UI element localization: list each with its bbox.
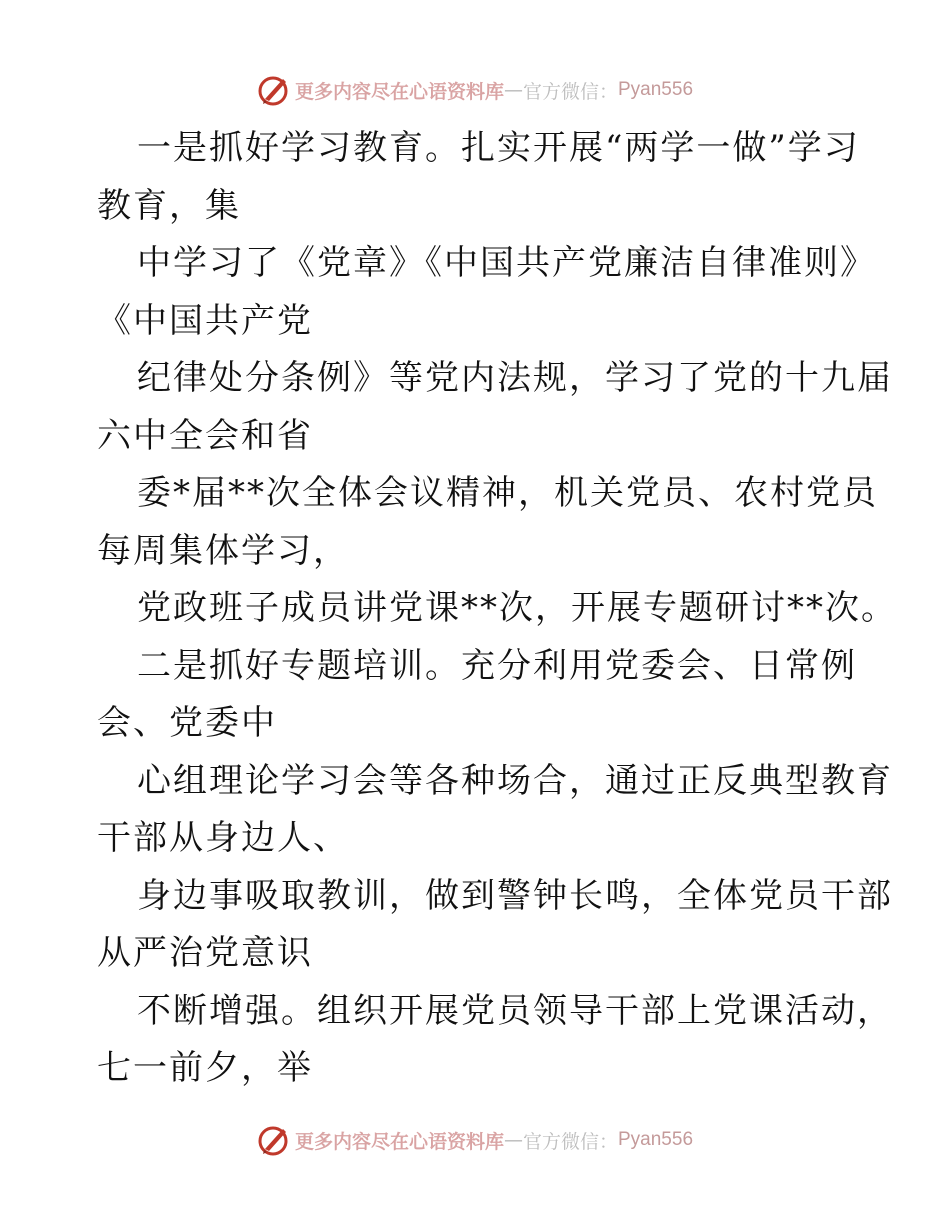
footer-watermark — [0, 1120, 950, 1160]
body-line: 干部从身边人、 — [97, 818, 349, 858]
footer-account: Pyan556 — [618, 1129, 694, 1150]
body-line: 七一前夕，举 — [97, 1048, 313, 1088]
body-line: 党政班子成员讲党课**次，开展专题研讨**次。 — [137, 588, 897, 628]
header-account: Pyan556 — [618, 79, 694, 100]
body-line: 身边事吸取教训，做到警钟长鸣，全体党员干部 — [137, 875, 893, 916]
body-line: 不断增强。组织开展党员领导干部上党课活动， — [137, 990, 893, 1031]
document-body — [97, 120, 897, 1098]
body-line: 心组理论学习会等各种场合，通过正反典型教育 — [137, 760, 893, 801]
body-line: 二是抓好专题培训。充分利用党委会、日常例 — [137, 645, 857, 686]
body-line: 教育，集 — [97, 185, 241, 226]
quill-logo-icon — [257, 73, 291, 107]
body-line: 委*届**次全体会议精神，机关党员、农村党员 — [137, 473, 878, 513]
header-watermark — [0, 70, 950, 110]
footer-wechat-label: 官方微信： — [522, 1130, 618, 1153]
body-line: 纪律处分条例》等党内法规，学习了党的十九届 — [137, 358, 893, 398]
body-line: 从严治党意识 — [97, 933, 313, 973]
body-line: 中学习了《党章》《中国共产党廉洁自律准则》 — [137, 243, 876, 283]
footer-brand-text: 更多内容尽在心语资料库 — [294, 1130, 504, 1153]
header-dash: — — [503, 79, 523, 101]
quill-logo-icon — [257, 1123, 291, 1157]
body-line: 一是抓好学习教育。扎实开展“两学一做”学习 — [137, 128, 860, 168]
header-brand-text: 更多内容尽在心语资料库 — [294, 80, 504, 103]
body-line: 会、党委中 — [97, 703, 277, 743]
body-line: 每周集体学习， — [97, 530, 349, 571]
header-wechat-label: 官方微信： — [522, 80, 618, 103]
body-line: 《中国共产党 — [97, 300, 313, 341]
body-line: 六中全会和省 — [97, 415, 313, 456]
footer-dash: — — [503, 1129, 523, 1151]
